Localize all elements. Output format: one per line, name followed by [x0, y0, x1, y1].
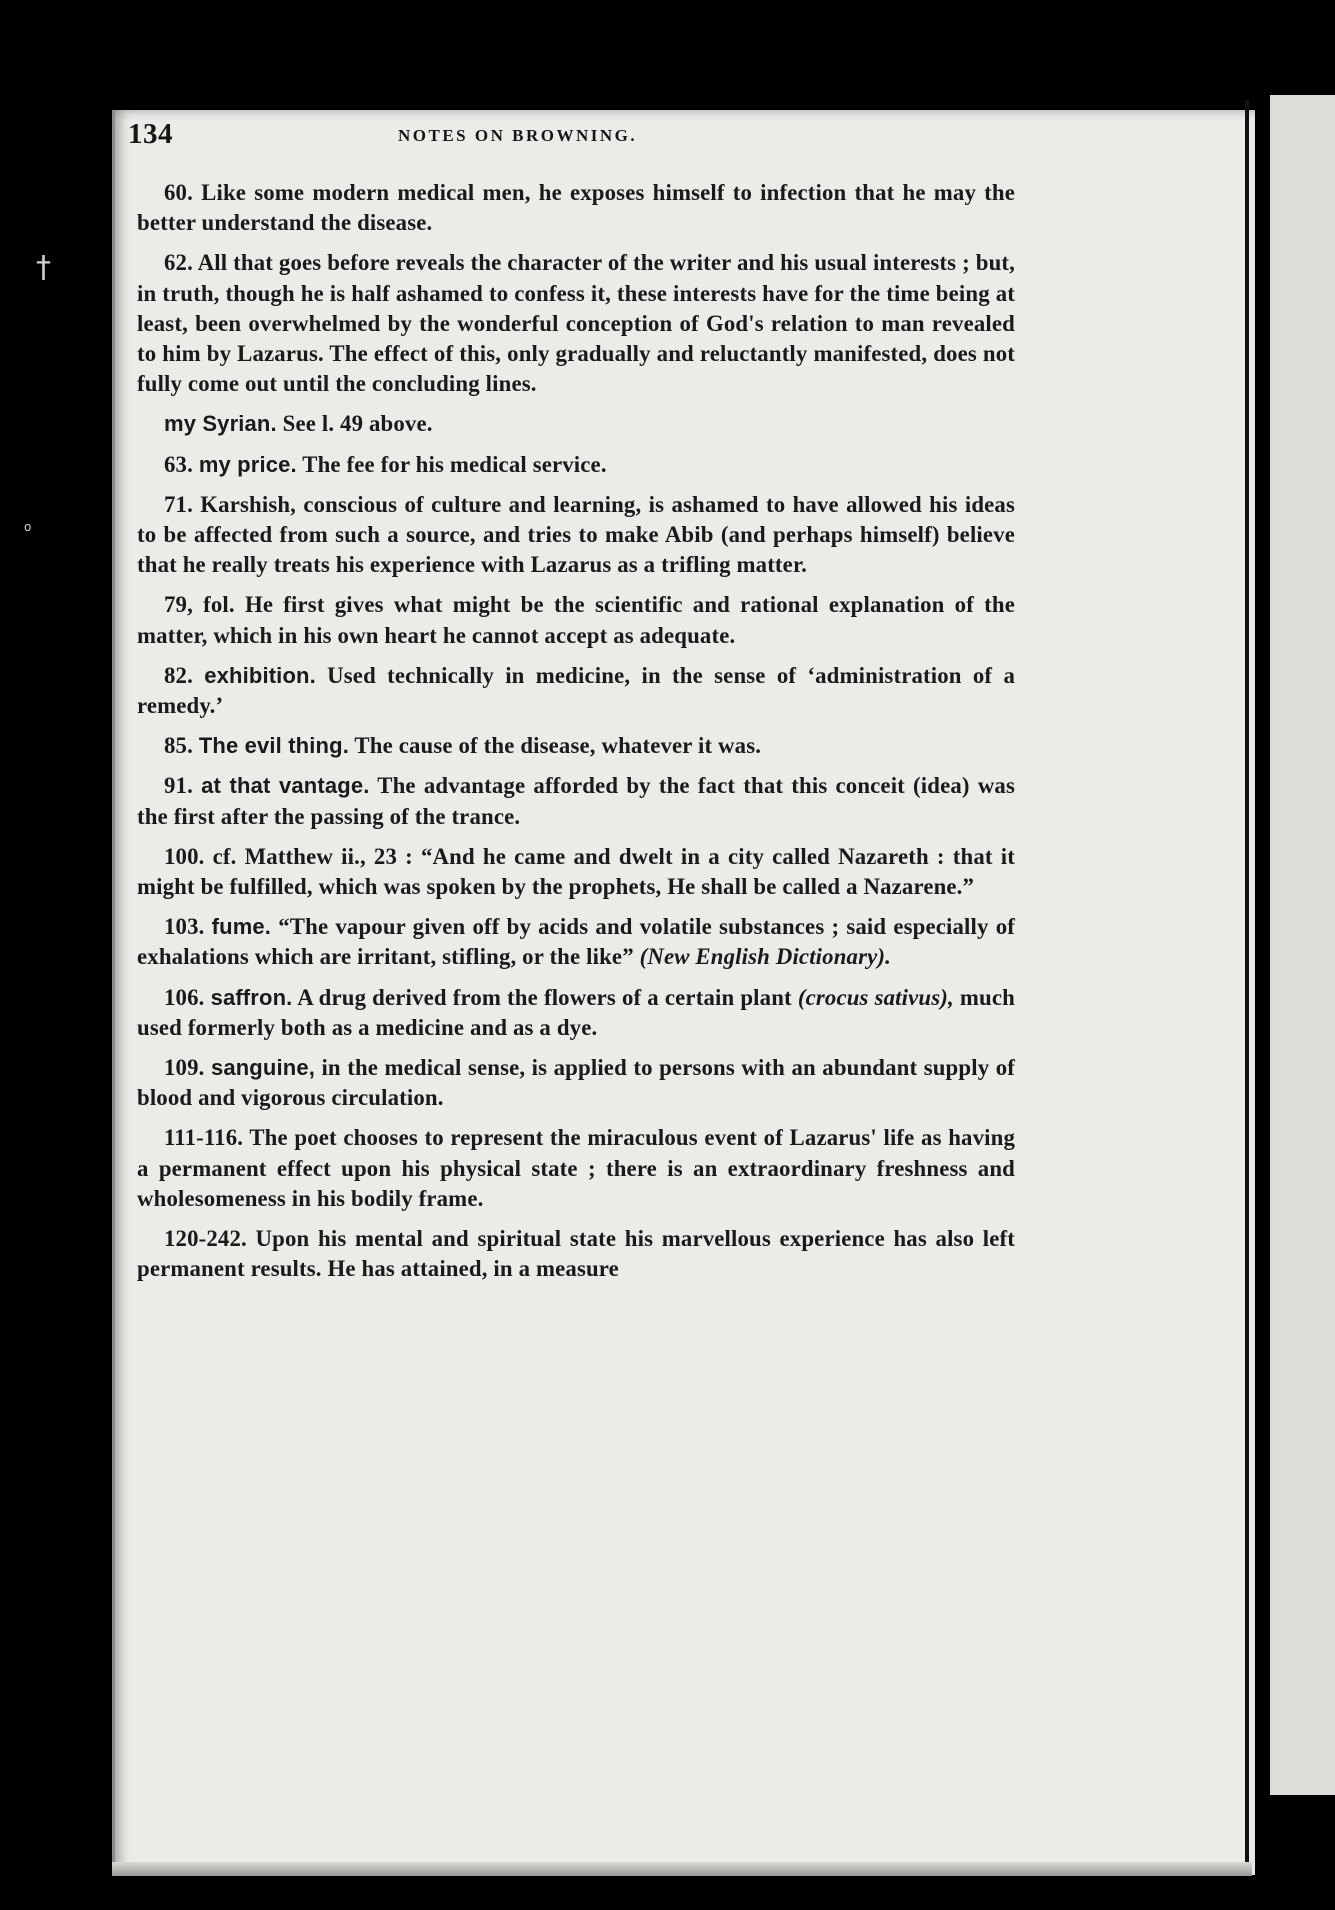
note-text: The advantage afforded by the fact that this conceit (idea) was the first after the passing of the trance.	[137, 773, 1016, 829]
note-text: Like some modern medical men, he exposes himself to infection that he may the better understand the disease.	[137, 180, 1015, 236]
note-number: 103.	[164, 914, 205, 940]
notes-body	[137, 178, 1015, 1295]
note-text: The fee for his medical service.	[302, 451, 607, 477]
note-text: A drug derived from the flowers of a certain plant	[297, 984, 792, 1010]
note-number: 79, fol.	[164, 592, 235, 618]
note-number: 60.	[164, 180, 193, 205]
note-111-116	[137, 1123, 1015, 1214]
note-text: Upon his mental and spiritual state his marvellous experience has also left permanent results. He has attained, in a measure	[137, 1226, 1015, 1282]
note-text: in the medical sense, is applied to persons with an abundant supply of blood and vigorous circulation.	[137, 1055, 1015, 1111]
note-number: 100.	[164, 843, 205, 869]
note-number: 109.	[164, 1055, 205, 1081]
note-headword: exhibition.	[204, 662, 316, 688]
note-text: Used technically in medicine, in the sense of ‘administration of a remedy.’	[137, 662, 1015, 719]
note-63	[137, 450, 1015, 480]
note-latin-name: (crocus sativus),	[797, 984, 954, 1010]
note-62	[137, 248, 1015, 399]
note-headword: fume.	[211, 914, 272, 940]
note-100	[137, 842, 1015, 902]
running-title: NOTES ON BROWNING.	[398, 126, 638, 145]
page-bottom-edge	[112, 1862, 1252, 1876]
note-citation: (New English Dictionary).	[639, 944, 891, 970]
note-headword: The evil thing.	[198, 733, 349, 759]
note-82	[137, 661, 1015, 721]
note-text: He first gives what might be the scientific and rational explanation of the matter, which in his own heart he cannot accept as adequate.	[137, 592, 1015, 648]
page-gutter-line	[1245, 100, 1249, 1870]
note-number: 91.	[164, 773, 193, 799]
note-number: 82.	[164, 662, 193, 688]
note-text: All that goes before reveals the character of the writer and his usual interests ; but, in truth, though he is half ashamed to confess it, these interests have for the time being at least, been overwhelmed by the wonderful conception of God's relation to man revealed to him by Lazarus. The effect of this, only gradually and reluctantly manifested, does not fully come out until the concluding lines.	[137, 250, 1016, 397]
note-text: cf. Matthew ii., 23 : “And he came and dwelt in a city called Nazareth : that it might be fulfilled, which was spoken by the prophets, He shall be called a Nazarene.”	[137, 843, 1015, 900]
adjacent-page-edge	[1270, 95, 1335, 1795]
note-number: 71.	[164, 491, 193, 517]
note-number: 111-116.	[164, 1125, 244, 1151]
note-text: The cause of the disease, whatever it was.	[354, 733, 762, 759]
note-text: “The vapour given off by acids and volatile substances ; said especially of exhalations which are irritant, stifling, or the like”	[137, 914, 1015, 970]
note-number: 106.	[164, 984, 205, 1010]
note-85	[137, 731, 1015, 761]
note-109	[137, 1053, 1015, 1113]
note-text: Karshish, conscious of culture and learning, is ashamed to have allowed his ideas to be affected from such a source, and tries to make Abib (and perhaps himself) believe that he really treats his experience with Lazarus as a trifling matter.	[137, 491, 1015, 578]
note-91	[137, 771, 1015, 831]
note-text-continued: much used formerly both as a medicine and as a dye.	[137, 984, 1015, 1040]
note-60	[137, 178, 1015, 238]
page-number: 134	[128, 118, 173, 150]
note-number: 120-242.	[164, 1226, 247, 1252]
note-my-syrian	[137, 409, 1015, 439]
note-headword: sanguine,	[210, 1055, 315, 1081]
note-text: See l. 49 above.	[282, 411, 433, 437]
note-headword: saffron.	[210, 984, 293, 1010]
note-120-242	[137, 1224, 1015, 1284]
note-headword: at that vantage.	[201, 773, 370, 799]
note-text: The poet chooses to represent the miraculous event of Lazarus' life as having a permanent effect upon his physical state ; there is an extraordinary freshness and wholesomeness in his bodily frame.	[137, 1125, 1016, 1211]
note-number: 63.	[164, 451, 193, 477]
note-79	[137, 590, 1015, 650]
note-71	[137, 490, 1015, 581]
page-header	[128, 118, 848, 158]
note-103	[137, 912, 1015, 972]
note-106	[137, 983, 1015, 1043]
note-number: 62.	[164, 250, 193, 276]
note-headword: my price.	[198, 451, 297, 477]
margin-mark-dagger: †	[36, 250, 51, 285]
note-number: 85.	[164, 733, 193, 759]
margin-mark-dot: o	[24, 520, 32, 534]
note-headword: my Syrian.	[164, 411, 277, 437]
